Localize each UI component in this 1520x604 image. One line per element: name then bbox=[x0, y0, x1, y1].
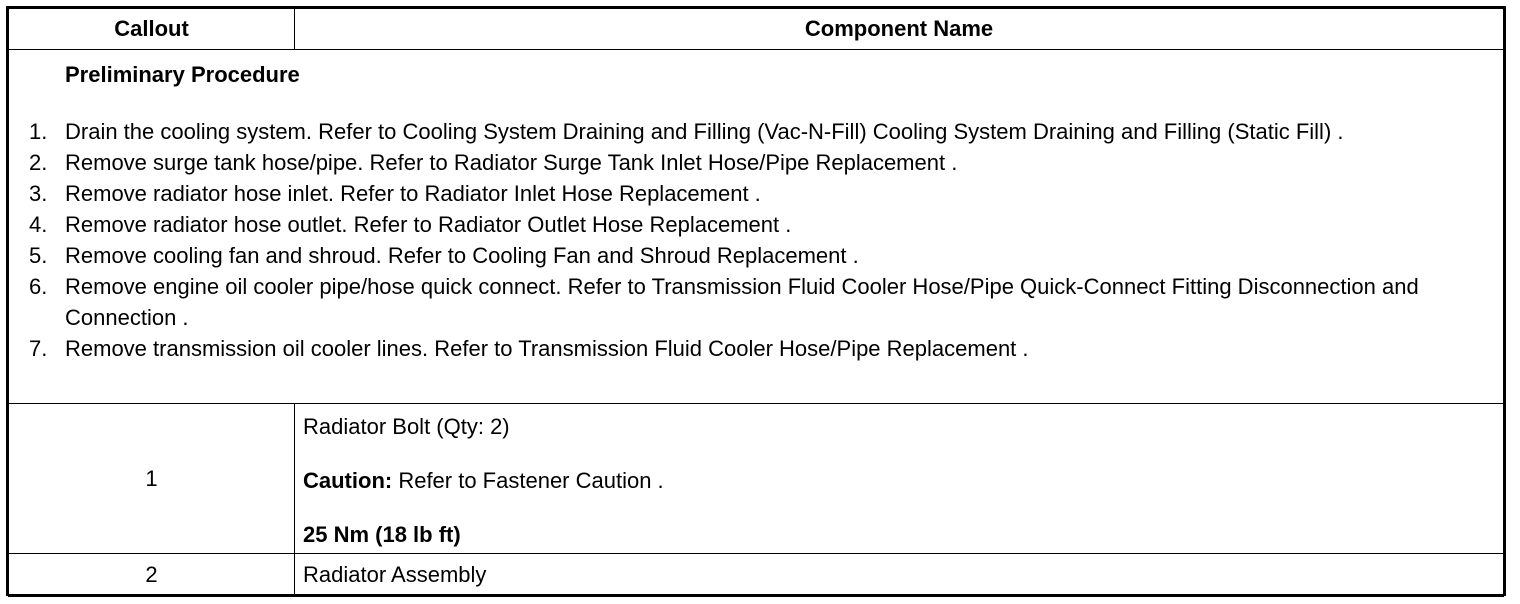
torque-value: 25 Nm (18 lb ft) bbox=[303, 522, 461, 547]
caution-text: Refer to Fastener Caution . bbox=[392, 468, 664, 493]
procedure-table-frame bbox=[6, 6, 1506, 596]
component-cell bbox=[295, 404, 1504, 554]
step-number: 4. bbox=[29, 212, 48, 237]
step-text: Remove cooling fan and shroud. Refer to Cooling Fan and Shroud Replacement . bbox=[65, 243, 859, 268]
preliminary-procedure-row bbox=[9, 50, 1504, 404]
procedure-step bbox=[9, 178, 1503, 209]
step-text: Remove radiator hose outlet. Refer to Radiator Outlet Hose Replacement . bbox=[65, 212, 792, 237]
table-header-row bbox=[9, 9, 1504, 50]
component-name-column-header: Component Name bbox=[295, 9, 1504, 50]
caution-note bbox=[303, 466, 1503, 496]
step-number: 6. bbox=[29, 274, 48, 299]
preliminary-procedure-cell bbox=[9, 50, 1504, 404]
torque-spec bbox=[303, 520, 1503, 550]
callout-number: 2 bbox=[9, 554, 295, 597]
procedure-table bbox=[8, 8, 1504, 597]
component-name: Radiator Bolt (Qty: 2) bbox=[303, 414, 510, 439]
step-number: 2. bbox=[29, 150, 48, 175]
step-number: 7. bbox=[29, 336, 48, 361]
procedure-steps-list bbox=[9, 116, 1503, 364]
callout-column-header: Callout bbox=[9, 9, 295, 50]
procedure-step bbox=[9, 240, 1503, 271]
step-text: Remove radiator hose inlet. Refer to Radiator Inlet Hose Replacement . bbox=[65, 181, 761, 206]
step-number: 5. bbox=[29, 243, 48, 268]
table-row bbox=[9, 404, 1504, 554]
procedure-step bbox=[9, 271, 1503, 333]
step-text: Remove transmission oil cooler lines. Refer to Transmission Fluid Cooler Hose/Pipe Replacement . bbox=[65, 336, 1029, 361]
component-name: Radiator Assembly bbox=[295, 554, 1504, 597]
caution-label: Caution: bbox=[303, 468, 393, 493]
step-number: 1. bbox=[29, 119, 48, 144]
callout-number: 1 bbox=[9, 404, 295, 554]
procedure-step bbox=[9, 333, 1503, 364]
procedure-step bbox=[9, 116, 1503, 147]
procedure-step bbox=[9, 209, 1503, 240]
table-row bbox=[9, 554, 1504, 597]
step-text: Remove engine oil cooler pipe/hose quick connect. Refer to Transmission Fluid Cooler Hose/Pipe Quick-Connect Fitting Disconnection and Connection . bbox=[65, 274, 1419, 330]
step-number: 3. bbox=[29, 181, 48, 206]
preliminary-procedure-title: Preliminary Procedure bbox=[65, 62, 300, 87]
procedure-step bbox=[9, 147, 1503, 178]
step-text: Drain the cooling system. Refer to Cooling System Draining and Filling (Vac-N-Fill) Cooling System Draining and Filling (Static Fill) . bbox=[65, 119, 1344, 144]
step-text: Remove surge tank hose/pipe. Refer to Radiator Surge Tank Inlet Hose/Pipe Replacement . bbox=[65, 150, 958, 175]
